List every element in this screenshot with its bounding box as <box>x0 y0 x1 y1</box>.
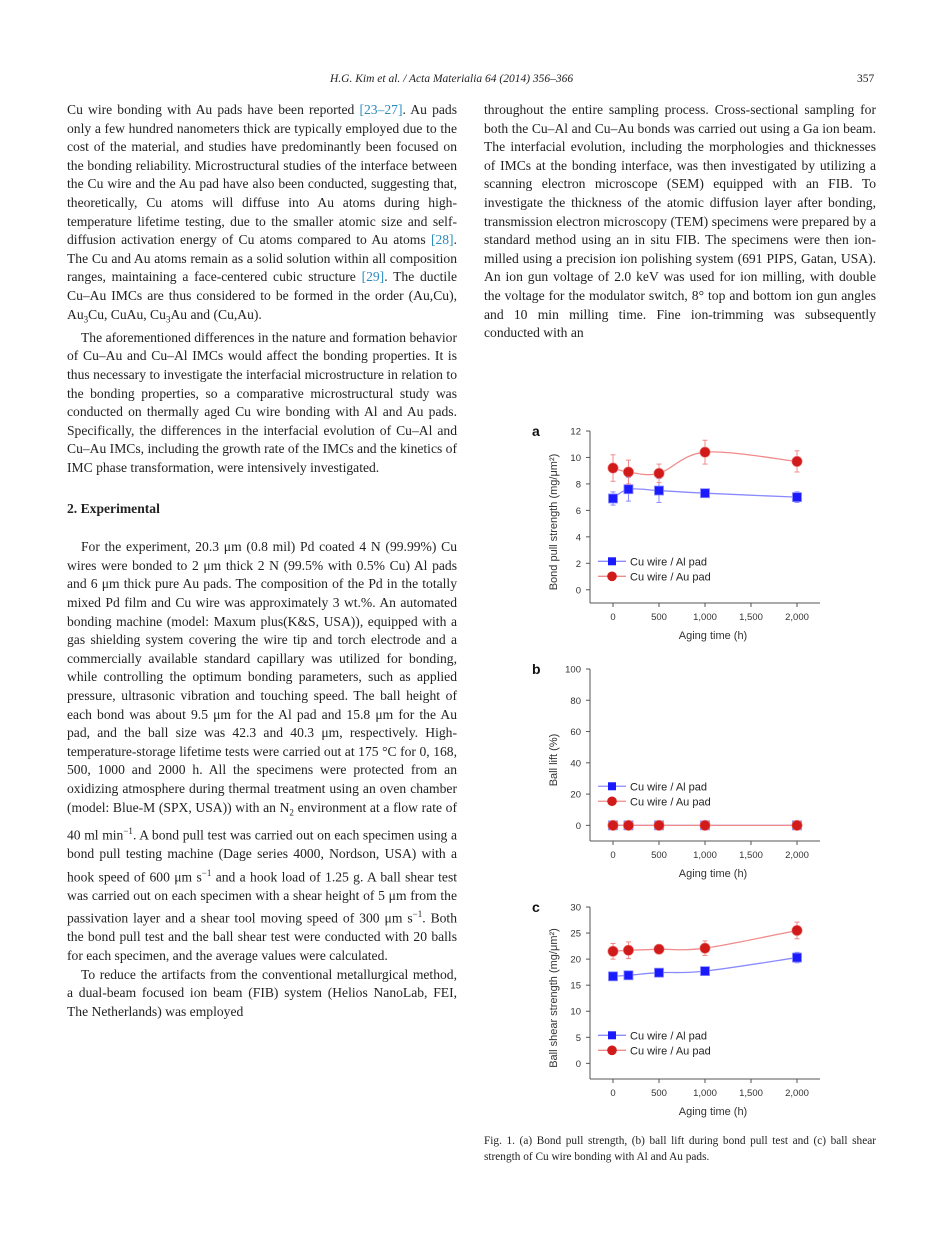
text-run: For the experiment, 20.3 μm (0.8 mil) Pd coated 4 N (99.99%) Cu wires were bonded to 2 μm thick 2 N (99.5% with 0.5% Cu) Al pads and 6 μm thick pure Au pads. The composition of the Pd in the totally mixed Pd film and Cu wire was approximately 3 wt.%. An automated bonding machine (model: Maxum plus(K&S, USA)), equipped with a gas shielding system covering the wire tip and torch electrode and a commercially available standard capillary was utilized for bonding, while controlling the optimum bonding parameters, such as applied pressure, ultrasonic vibration and touching speed. The ball height of each bond was about 9.5 μm for the Al pad and 15.8 μm for the Au pad, and the ball size was 42.3 and 40.3 μm, respectively. High-temperature-storage lifetime tests were carried out at 175 °C for 0, 168, 500, 1000 and 2000 h. All the specimens were protected from an oxidizing atmosphere during thermal treatment using an oven chamber (model: Blue-M (SPX, USA)) with an N <box>67 539 457 815</box>
y-tick-label: 30 <box>570 902 581 914</box>
x-axis-label: Aging time (h) <box>678 1106 748 1118</box>
y-tick-label: 80 <box>570 695 581 707</box>
y-tick-label: 20 <box>570 954 581 966</box>
x-tick-label: 1,500 <box>739 850 763 861</box>
y-tick-label: 10 <box>570 1006 581 1018</box>
y-tick-label: 12 <box>570 426 581 438</box>
y-axis-label: Bond pull strength (mg/μm²) <box>548 453 560 591</box>
x-tick-label: 1,000 <box>693 1088 717 1099</box>
chart-panel-b <box>532 661 820 880</box>
y-tick-label: 4 <box>575 532 581 544</box>
x-tick-label: 2,000 <box>785 850 809 861</box>
x-tick-label: 1,000 <box>693 850 717 861</box>
data-point-al <box>701 489 710 498</box>
y-tick-label: 0 <box>575 1058 581 1070</box>
y-tick-label: 0 <box>575 585 581 597</box>
subscript: 3 <box>83 314 89 325</box>
x-tick-label: 0 <box>610 1088 616 1099</box>
data-point-al <box>655 486 664 495</box>
superscript: −1 <box>412 909 423 920</box>
legend-label: Cu wire / Au pad <box>630 1045 711 1058</box>
x-tick-label: 500 <box>651 1088 667 1099</box>
data-point-au <box>654 944 664 954</box>
text-run: Cu wire bonding with Au pads have been reported <box>67 102 360 117</box>
text-run: environment at a flow rate of 40 ml min <box>67 799 457 843</box>
legend-marker-al <box>608 1031 616 1039</box>
legend-label: Cu wire / Al pad <box>630 556 708 569</box>
superscript: −1 <box>123 825 133 836</box>
subscript: 2 <box>289 807 294 818</box>
legend-marker-au <box>607 572 617 582</box>
x-tick-label: 0 <box>610 850 616 861</box>
x-tick-label: 2,000 <box>785 612 809 623</box>
y-axis-label: Ball shear strength (mg/μm²) <box>548 928 560 1068</box>
panel-label: c <box>532 899 540 915</box>
data-point-au <box>623 820 633 830</box>
text-run: Cu, CuAu, Cu <box>88 306 166 322</box>
page-header <box>0 70 925 90</box>
y-tick-label: 10 <box>570 452 581 464</box>
data-point-au <box>654 820 664 830</box>
panel-label: b <box>532 661 541 677</box>
data-point-au <box>792 456 802 466</box>
data-point-au <box>700 820 710 830</box>
page-number: 357 <box>857 73 875 85</box>
y-tick-label: 8 <box>575 479 581 491</box>
chart-panel-a <box>532 423 820 642</box>
text-run: . A bond pull test was carried out on each specimen using a bond pull testing machine (Dage series 4000, Nordson, USA) with a hook speed of 600 μm s <box>67 827 458 885</box>
running-title: H.G. Kim et al. / Acta Materialia 64 (2014) 356–366 <box>330 73 574 85</box>
legend-marker-al <box>608 557 616 565</box>
data-point-al <box>793 493 802 502</box>
legend-label: Cu wire / Au pad <box>630 796 711 809</box>
y-tick-label: 6 <box>575 505 581 517</box>
citation-link[interactable]: [23–27] <box>359 102 403 117</box>
data-point-al <box>624 485 633 494</box>
legend-marker-al <box>608 782 616 790</box>
data-point-au <box>608 946 618 956</box>
data-point-al <box>701 967 710 976</box>
data-point-al <box>624 971 633 980</box>
text-run: . The ductile Cu–Au IMCs are thus considered to be formed in the order (Au,Cu), Au <box>67 269 458 322</box>
y-tick-label: 60 <box>570 727 581 739</box>
y-tick-label: 0 <box>575 820 581 832</box>
x-tick-label: 500 <box>651 612 667 623</box>
data-point-au <box>700 943 710 953</box>
paragraph-intro-end <box>67 101 457 329</box>
paragraph-fib: To reduce the artifacts from the conventional metallurgical method, a dual-beam focused ion beam (FIB) system (Helios NanoLab, FEI, The Netherlands) was employed <box>67 966 457 1019</box>
data-point-al <box>609 494 618 503</box>
paragraph-motivation: The aforementioned differences in the nature and formation behavior of Cu–Au and Cu–Al IMCs would affect the bonding properties. It is thus necessary to investigate the interfacial microstructure in relation to the bonding properties, so a comparative microstructural study was conducted on thermally aged Cu wire bonding with Al and Au pads. Specifically, the differences in the interfacial evolution of Cu–Al and Cu–Au IMCs, including the growth rate of the IMCs and the kinetics of IMC phase transformation, were intensively investigated. <box>67 329 458 475</box>
legend-marker-au <box>607 1046 617 1056</box>
y-axis-label: Ball lift (%) <box>548 733 560 787</box>
x-tick-label: 1,500 <box>739 612 763 623</box>
legend-label: Cu wire / Al pad <box>630 781 708 794</box>
legend-label: Cu wire / Au pad <box>630 571 711 584</box>
x-axis-label: Aging time (h) <box>678 630 748 642</box>
y-tick-label: 2 <box>575 558 581 570</box>
text-run: Au and (Cu,Au). <box>170 306 262 322</box>
text-run: and a hook load of 1.25 g. A ball shear test was carried out on each specimen with a shear height of 5 μm from the passivation layer and a shear tool moving speed of 300 μm s <box>67 869 458 926</box>
superscript: −1 <box>201 867 212 878</box>
left-column <box>67 101 457 1021</box>
y-tick-label: 5 <box>575 1032 581 1044</box>
data-point-al <box>655 968 664 977</box>
x-tick-label: 2,000 <box>785 1088 809 1099</box>
right-column <box>484 101 876 343</box>
y-tick-label: 40 <box>570 758 581 770</box>
data-point-au <box>623 945 633 955</box>
data-point-au <box>700 447 710 457</box>
legend-label: Cu wire / Al pad <box>630 1030 708 1043</box>
text-run: . Au pads only a few hundred nanometers thick are typically employed due to the cost of the material, and studies have predominantly been focused on the bonding reliability. Microstructural studies of the interface between the Cu wire and the Au pad have also been conducted, suggesting that, theoretically, Cu atoms will diffuse into Au atoms during high-temperature lifetime testing, due to the smaller atomic size and self-diffusion activation energy of Cu atoms compared to Au atoms <box>67 102 457 248</box>
data-point-al <box>793 953 802 962</box>
data-point-al <box>609 972 618 981</box>
figure-caption: Fig. 1. (a) Bond pull strength, (b) ball lift during bond pull test and (c) ball shear strength of Cu wire bonding with Al and Au pads. <box>484 1135 876 1163</box>
x-axis-label: Aging time (h) <box>678 868 748 880</box>
data-point-au <box>623 467 633 477</box>
text-run: . The Cu and Au atoms remain as a solid solution within all composition ranges, maintaining a face-centered cubic structure <box>67 232 457 285</box>
data-point-au <box>654 468 664 478</box>
legend-marker-au <box>607 796 617 806</box>
data-point-au <box>792 820 802 830</box>
x-tick-label: 1,000 <box>693 612 717 623</box>
citation-link[interactable]: [29] <box>361 269 385 285</box>
paragraph-sampling: throughout the entire sampling process. Cross-sectional sampling for both the Cu–Al and Cu–Au bonds was carried out using a Ga ion beam. The interfacial evolution, including the morphologies and thicknesses of IMCs at the bonding interface, was then investigated by utilizing a scanning electron microscope (SEM) equipped with an FIB. To investigate the thickness of the atomic diffusion layer after bonding, transmission electron microscopy (TEM) specimens were prepared by a standard method using an in situ FIB. The specimens were then ion-milled using a precision ion polishing system (691 PIPS, Gatan, USA). An ion gun voltage of 2.0 keV was used for ion milling, with double the voltage for the modulator switch, 8° top and bottom ion gun angles and 10 min milling time. Fine ion-trimming was subsequently conducted with an <box>484 102 876 341</box>
subscript: 3 <box>165 314 171 325</box>
x-tick-label: 1,500 <box>739 1088 763 1099</box>
figure-1-charts <box>520 420 840 1130</box>
data-point-au <box>608 820 618 830</box>
text-run: . Both the bond pull test and the ball shear test were conducted with 20 balls for each specimen, and the average values were calculated. <box>67 910 458 963</box>
y-tick-label: 25 <box>570 928 581 940</box>
data-point-au <box>792 925 802 935</box>
paragraph-experiment-setup <box>67 538 457 965</box>
chart-panel-c <box>532 899 820 1118</box>
panel-label: a <box>532 423 540 439</box>
citation-link[interactable]: [28] <box>430 232 454 248</box>
section-heading-experimental: 2. Experimental <box>67 500 160 516</box>
data-point-au <box>608 463 618 473</box>
y-tick-label: 15 <box>570 980 581 992</box>
x-tick-label: 0 <box>610 612 616 623</box>
x-tick-label: 500 <box>651 850 667 861</box>
y-tick-label: 20 <box>570 789 581 801</box>
y-tick-label: 100 <box>565 664 581 676</box>
figure-1 <box>520 420 840 1135</box>
